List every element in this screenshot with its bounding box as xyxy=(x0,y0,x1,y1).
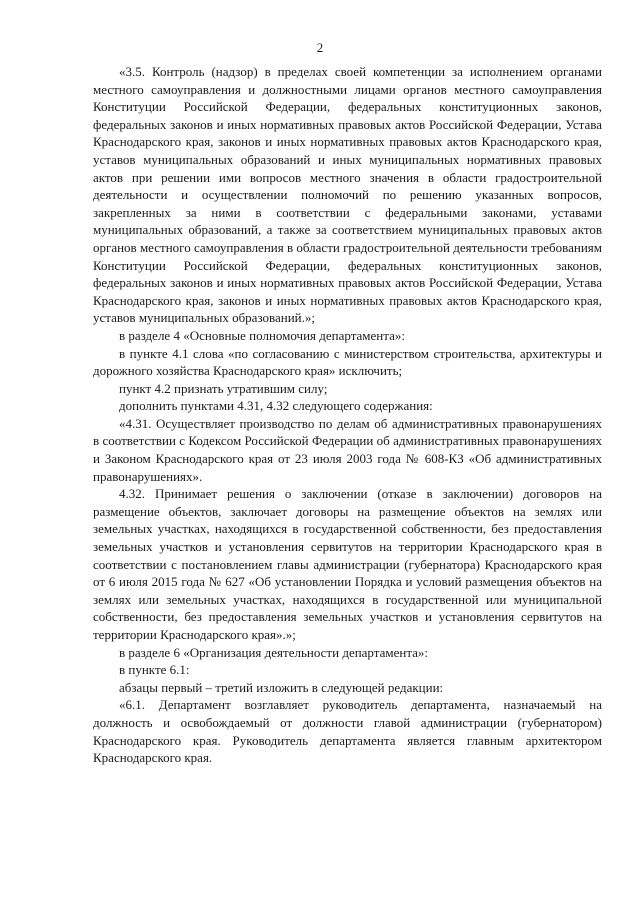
paragraph-section-4: в разделе 4 «Основные полномочия департамента»: xyxy=(119,327,405,343)
paragraph-6-1: «6.1. Департамент возглавляет руководитель департамента, назначаемый на должность и освобождаемый от должности главой администрации (губернатором) Краснодарского края. Руководитель департамента является главным архитектором Краснодарского края. xyxy=(93,697,602,766)
paragraph-item-4-2: пункт 4.2 признать утратившим силу; xyxy=(119,380,328,396)
document-body xyxy=(93,63,602,767)
paragraph-4-31: «4.31. Осуществляет производство по делам об административных правонарушениях в соответствии с Кодексом Российской Федерации об административных правонарушениях и Законом Краснодарского края от 23 июля 2003 года № 608-КЗ «Об административных правонарушениях». xyxy=(93,415,602,484)
paragraph-item-4-1: в пункте 4.1 слова «по согласованию с министерством строительства, архитектуры и дорожного хозяйства Краснодарского края» исключить; xyxy=(93,345,602,379)
paragraph-add-items: дополнить пунктами 4.31, 4.32 следующего содержания: xyxy=(119,398,433,414)
paragraph-4-32: 4.32. Принимает решения о заключении (отказе в заключении) договоров на размещение объектов, заключает договоры на размещение объектов на землях или земельных участках, находящихся в государственной собственности, без предоставления земельных участков и установления сервитутов на территории Краснодарского края в соответствии с постановлением главы администрации (губернатора) Краснодарского края от 6 июля 2015 года № 627 «Об установлении Порядка и условий размещения объектов на землях или земельных участках, находящихся в государственной или муниципальной собственности, без предоставления земельных участков и установления сервитутов на территории Краснодарского края».»; xyxy=(93,486,602,642)
paragraph-abzatsy: абзацы первый – третий изложить в следующей редакции: xyxy=(119,679,444,695)
paragraph-section-6: в разделе 6 «Организация деятельности департамента»: xyxy=(119,644,429,660)
page-number: 2 xyxy=(316,40,324,55)
paragraph-3-5: «3.5. Контроль (надзор) в пределах своей компетенции за исполнением органами местного самоуправления и должностными лицами органов местного самоуправления Конституции Российской Федерации, федеральных конституционных законов, федеральных законов и иных нормативных правовых актов Российской Федерации, Устава Краснодарского края, законов и иных нормативных правовых актов Краснодарского края, уставов муниципальных образований и иных муниципальных нормативных правовых актов при решении ими вопросов местного значения в области градостроительной деятельности и осуществлении полномочий по решению указанных вопросов, закрепленных за ними в соответствии с федеральными законами, уставами муниципальных образований, а также за соответствием муниципальных правовых актов органов местного самоуправления в области градостроительной деятельности требованиям Конституции Российской Федерации, федеральных конституционных законов, федеральных законов и иных нормативных правовых актов Российской Федерации, Устава Краснодарского края, законов и иных нормативных правовых актов Краснодарского края, уставов муниципальных образований.»; xyxy=(93,64,602,326)
paragraph-item-6-1: в пункте 6.1: xyxy=(119,662,190,678)
